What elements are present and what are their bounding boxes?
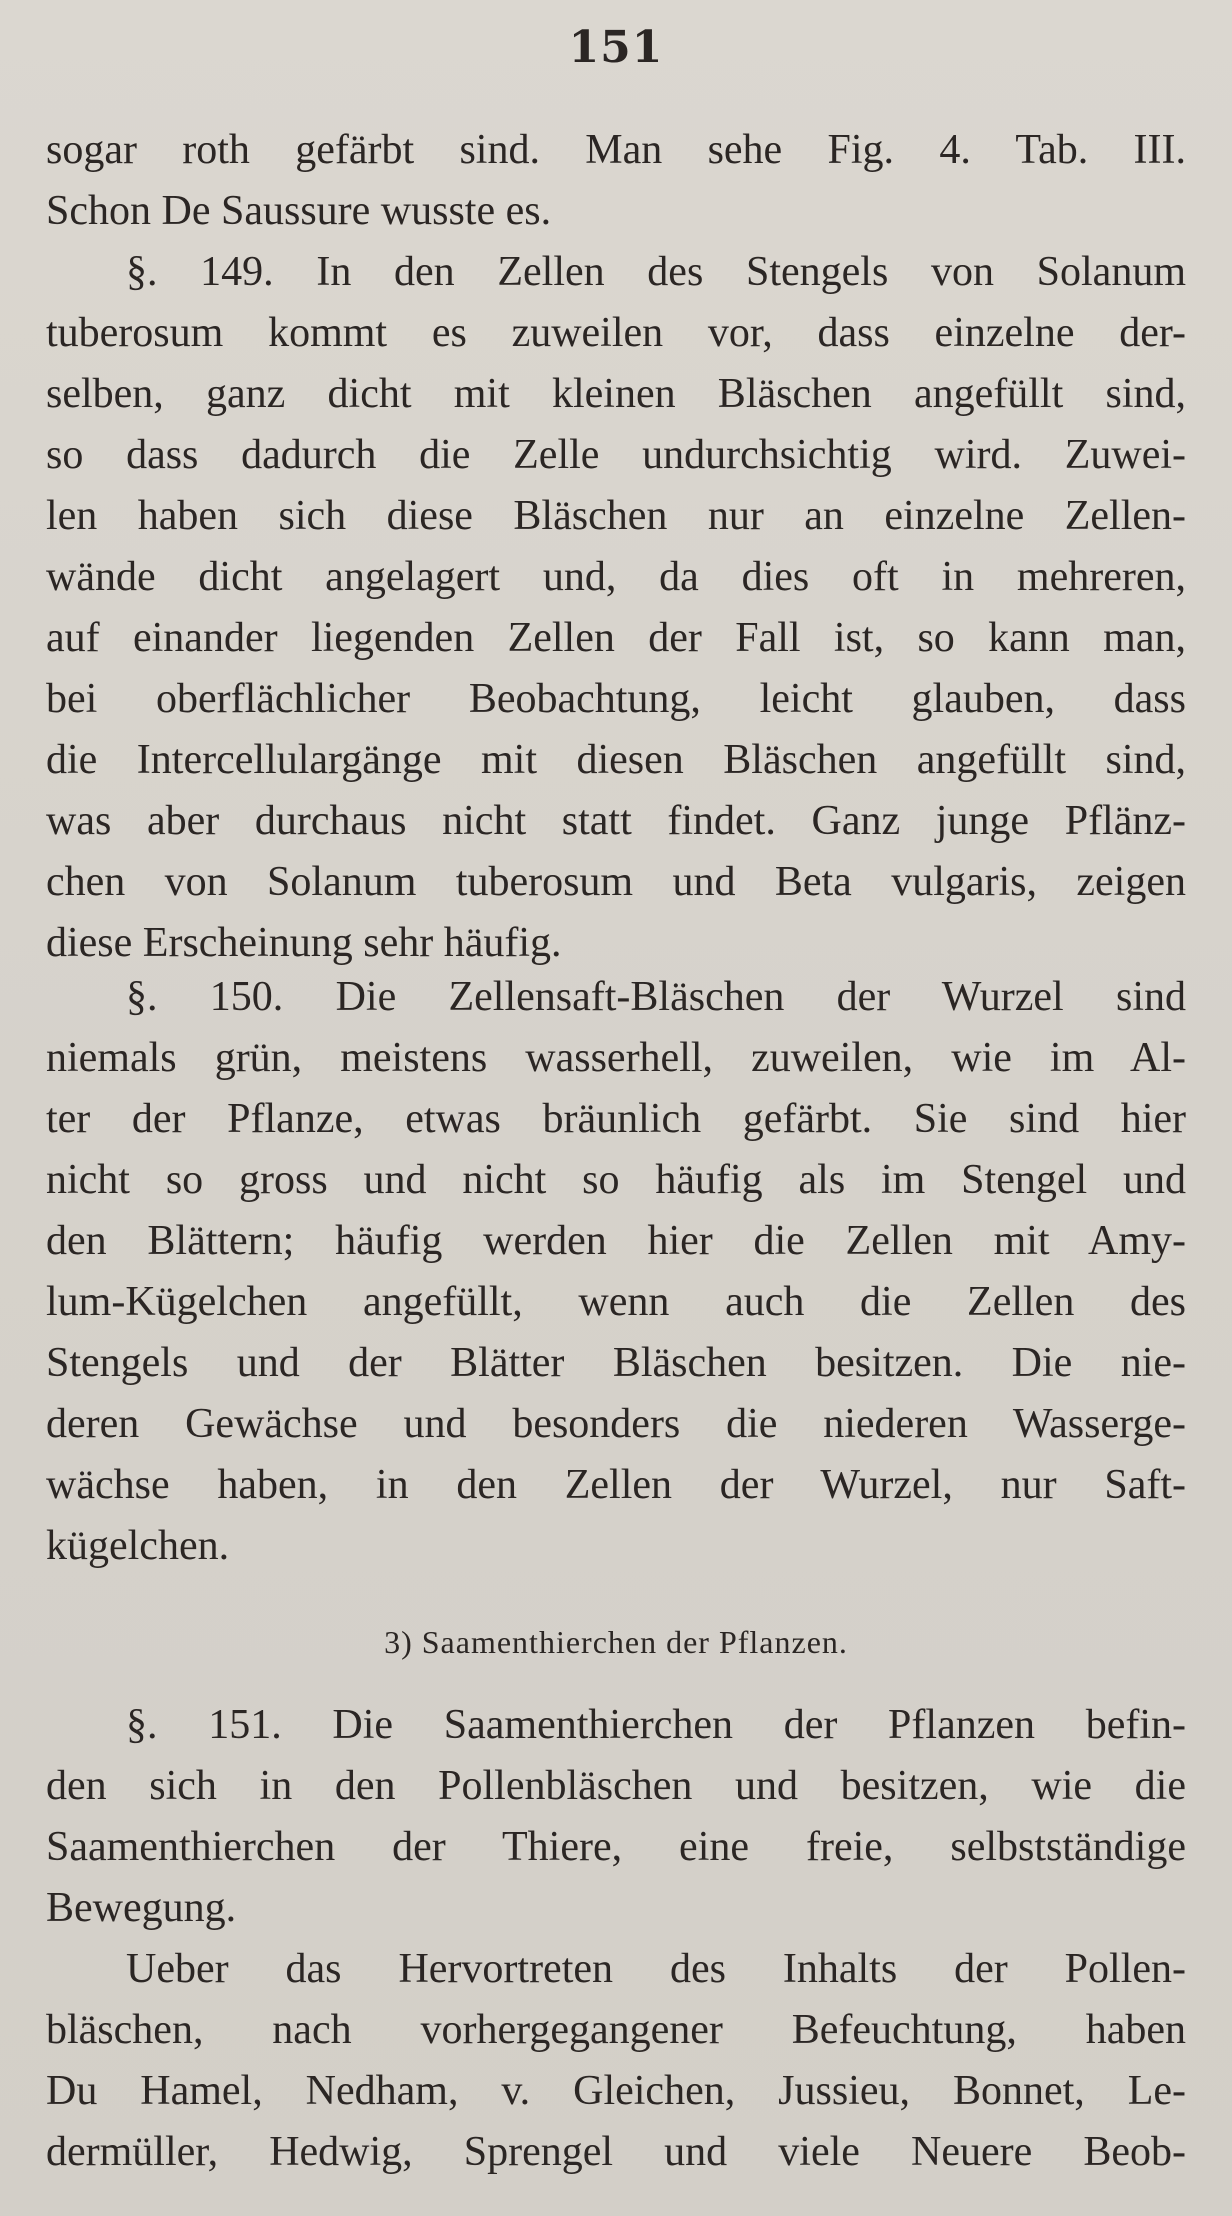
text-line: Saamenthierchen der Thiere, eine freie, selbstständige [46,1824,1186,1870]
text-line: so dass dadurch die Zelle undurchsichtig wird. Zuwei- [46,432,1186,478]
text-line: kügelchen. [46,1523,230,1569]
text-line: diese Erscheinung sehr häufig. [46,920,562,966]
text-line: den sich in den Pollenbläschen und besitzen, wie die [46,1763,1186,1809]
text-line: wände dicht angelagert und, da dies oft in mehreren, [46,554,1186,600]
text-line: selben, ganz dicht mit kleinen Bläschen angefüllt sind, [46,371,1186,417]
text-line: tuberosum kommt es zuweilen vor, dass einzelne der- [46,310,1186,356]
paragraph-continuation [46,120,1186,242]
text-line: bei oberflächlicher Beobachtung, leicht glauben, dass [46,676,1186,722]
paragraph-149 [46,242,1186,974]
text-line: deren Gewächse und besonders die niederen Wasserge- [46,1401,1186,1447]
paragraph-pollen [46,1939,1186,2183]
text-line: chen von Solanum tuberosum und Beta vulgaris, zeigen [46,859,1186,905]
text-line: was aber durchaus nicht statt findet. Ganz junge Pflänz- [46,798,1186,844]
text-line: wächse haben, in den Zellen der Wurzel, nur Saft- [46,1462,1186,1508]
text-line: §. 149. In den Zellen des Stengels von Solanum [126,249,1186,295]
text-line: sogar roth gefärbt sind. Man sehe Fig. 4. Tab. III. [46,127,1186,173]
text-line: die Intercellulargänge mit diesen Bläschen angefüllt sind, [46,737,1186,783]
text-line: Schon De Saussure wusste es. [46,188,552,234]
text-line: ter der Pflanze, etwas bräunlich gefärbt. Sie sind hier [46,1096,1186,1142]
text-line: bläschen, nach vorhergegangener Befeuchtung, haben [46,2007,1186,2053]
text-line: §. 151. Die Saamenthierchen der Pflanzen befin- [126,1702,1186,1748]
page-number: 151 [568,22,664,73]
paragraph-151 [46,1695,1186,1939]
text-line: dermüller, Hedwig, Sprengel und viele Neuere Beob- [46,2129,1186,2175]
section-heading: 3) Saamenthierchen der Pflanzen. [384,1624,848,1660]
text-line: Stengels und der Blätter Bläschen besitzen. Die nie- [46,1340,1186,1386]
text-line: den Blättern; häufig werden hier die Zellen mit Amy- [46,1218,1186,1264]
text-line: Bewegung. [46,1885,237,1931]
text-line: auf einander liegenden Zellen der Fall ist, so kann man, [46,615,1186,661]
text-line: Du Hamel, Nedham, v. Gleichen, Jussieu, Bonnet, Le- [46,2068,1186,2114]
text-line: Ueber das Hervortreten des Inhalts der Pollen- [126,1946,1186,1992]
text-line: nicht so gross und nicht so häufig als im Stengel und [46,1157,1186,1203]
text-line: len haben sich diese Bläschen nur an einzelne Zellen- [46,493,1186,539]
paragraph-150 [46,967,1186,1577]
text-line: niemals grün, meistens wasserhell, zuweilen, wie im Al- [46,1035,1186,1081]
text-line: lum-Kügelchen angefüllt, wenn auch die Zellen des [46,1279,1186,1325]
text-line: §. 150. Die Zellensaft-Bläschen der Wurzel sind [126,974,1186,1020]
